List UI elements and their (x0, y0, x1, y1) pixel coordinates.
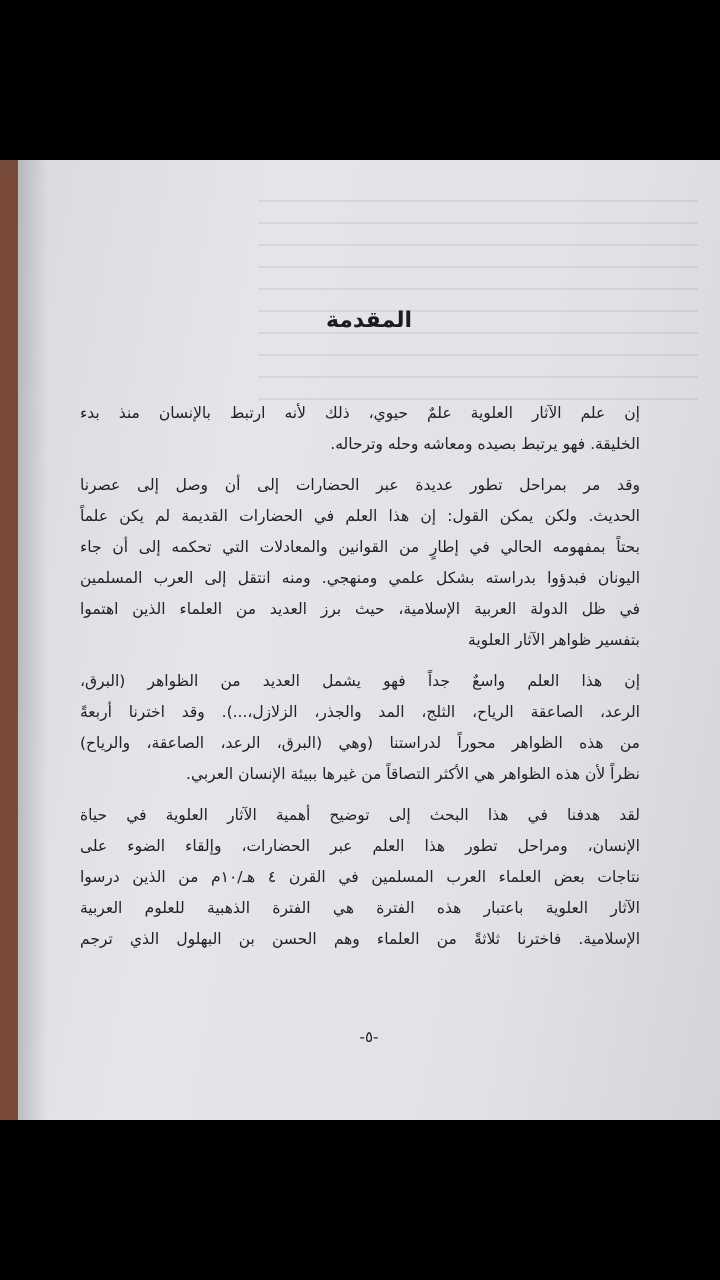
text-line: نظراً لأن هذه الظواهر هي الأكثر التصاقاً من غيرها ببيئة الإنسان العربي. (186, 765, 640, 783)
page-body (80, 398, 640, 965)
text-line: الحديث. ولكن يمكن القول: إن هذا العلم في الحضارات القديمة لم يكن علماً (80, 507, 640, 525)
paragraph (80, 800, 640, 955)
page-fold-shadow (18, 160, 48, 1120)
text-line: إن علم الآثار العلوية علمٌ حيوي، ذلك لأنه ارتبط بالإنسان منذ بدء (80, 404, 640, 422)
text-line: الخليقة. فهو يرتبط بصيده ومعاشه وحله وترحاله. (330, 435, 640, 453)
text-line: الإسلامية. فاخترنا ثلاثةً من العلماء وهم الحسن بن البهلول الذي ترجم (80, 930, 640, 948)
text-line: لقد هدفنا في هذا البحث إلى توضيح أهمية الآثار العلوية في حياة (80, 806, 640, 824)
book-page (18, 160, 720, 1120)
page-title: المقدمة (325, 308, 413, 333)
text-line: بحتاً بمفهومه الحالي في إطارٍ من القوانين والمعادلات التي تحكمه إلى أن جاء (80, 538, 640, 556)
text-line: نتاجات بعض العلماء العرب المسلمين في القرن ٤ هـ/١٠م من الذين درسوا (80, 868, 640, 886)
paragraph (80, 666, 640, 790)
bleed-through-text (258, 200, 698, 400)
text-line: في ظل الدولة العربية الإسلامية، حيث برز العديد من العلماء الذين اهتموا (80, 600, 640, 618)
text-line: إن هذا العلم واسعٌ جداً فهو يشمل العديد من الظواهر (البرق، (80, 672, 640, 690)
text-line: اليونان فبدؤوا بدراسته بشكل علمي ومنهجي. ومنه انتقل إلى العرب المسلمين (80, 569, 640, 587)
text-line: من هذه الظواهر محوراً لدراستنا (وهي (البرق، الرعد، الصاعقة، والرياح) (80, 734, 640, 752)
text-line: الإنسان، ومراحل تطور هذا العلم عبر الحضارات، وإلقاء الضوء على (80, 837, 640, 855)
book-photo (0, 160, 720, 1120)
text-line: وقد مر بمراحل تطور عديدة عبر الحضارات إلى أن وصل إلى عصرنا (80, 476, 640, 494)
paragraph (80, 398, 640, 460)
text-line: الآثار العلوية باعتبار هذه الفترة هي الفترة الذهبية للعلوم العربية (80, 899, 640, 917)
page-number: -٥- (359, 1028, 379, 1046)
text-line: بتفسير ظواهر الآثار العلوية (468, 631, 640, 649)
text-line: الرعد، الصاعقة الرياح، الثلج، المد والجذر، الزلازل،...). وقد اخترنا أربعةً (80, 703, 640, 721)
paragraph (80, 470, 640, 656)
